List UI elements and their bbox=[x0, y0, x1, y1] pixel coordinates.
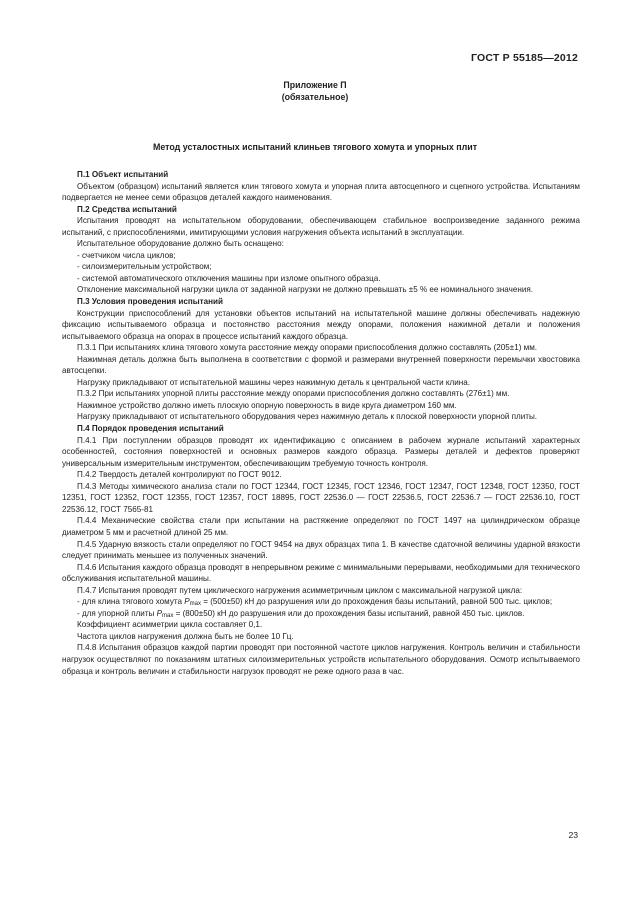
list-item: - счетчиком числа циклов; bbox=[77, 250, 176, 260]
load-symbol: P bbox=[184, 597, 190, 607]
load-symbol: P bbox=[156, 608, 163, 618]
load-subscript: max bbox=[189, 601, 201, 608]
page-number: 23 bbox=[568, 830, 578, 840]
body-paragraph: П.4.2 Твердость деталей контролируют по ГОСТ 9012. bbox=[77, 470, 282, 480]
section-heading: П.2 Средства испытаний bbox=[77, 204, 177, 214]
document-body bbox=[62, 169, 580, 677]
body-paragraph: Частота циклов нагружения должна быть не более 10 Гц. bbox=[77, 631, 294, 641]
body-paragraph: Нажимное устройство должно иметь плоскую опорную поверхность в виде круга диаметром 160 мм. bbox=[77, 400, 457, 410]
section-heading: П.3 Условия проведения испытаний bbox=[77, 297, 223, 307]
annex-title: Приложение П bbox=[283, 80, 347, 90]
list-item: - системой автоматического отключения машины при изломе опытного образца. bbox=[77, 273, 381, 283]
formula-text-after: = (500±50) кН до разрушения или до прохождения базы испытаний, равной 500 тыс. циклов; bbox=[201, 597, 553, 607]
body-paragraph: П.4.8 Испытания образцов каждой партии проводят при постоянной частоте циклов нагружения. Контроль величин и стабильности нагрузок осуществляют по показаниям штатных силоизмерительных устройств испытательного оборудования. Осмотр испытываемого образца и контроль величин и стабильности нагрузок проводят не реже одного раза в час. bbox=[62, 643, 580, 676]
document-title: Метод усталостных испытаний клиньев тягового хомута и упорных плит bbox=[152, 142, 478, 152]
formula-text-after: = (800±50) кН до разрушения или до прохождения базы испытаний, равной 450 тыс. циклов. bbox=[173, 608, 525, 618]
load-formula-paragraph bbox=[62, 596, 580, 608]
body-paragraph: Испытательное оборудование должно быть оснащено: bbox=[77, 239, 284, 249]
formula-text-before: - для клина тягового хомута bbox=[77, 597, 185, 607]
body-paragraph: Конструкции приспособлений для установки объектов испытаний на испытательной машине должны обеспечивать надежную фиксацию испытываемого образца и постоянство расстояния между опорами, положения нажимной детали и положения испытываемого образца на опорах в процессе испытаний каждого образца. bbox=[62, 308, 580, 341]
body-paragraph: Объектом (образцом) испытаний является клин тягового хомута и упорная плита автосцепного и сцепного устройства. Испытаниям подвергается не менее семи образцов деталей каждого наименования. bbox=[62, 181, 580, 203]
body-paragraph: П.4.6 Испытания каждого образца проводят в непрерывном режиме с минимальными перерывами, необходимыми для технического обслуживания испытательной машины. bbox=[62, 562, 580, 584]
body-paragraph: П.4.4 Механические свойства стали при испытании на растяжение определяют по ГОСТ 1497 на цилиндрическом образце диаметром 5 мм и расчетной длиной 25 мм. bbox=[62, 516, 580, 537]
body-paragraph: П.4.1 При поступлении образцов проводят их идентификацию с описанием в рабочем журнале испытаний характерных особенностей, состояния поверхностей и основных размеров каждого образца. Размеры деталей и дефектов проверяют универсальным измерительным инструментом, обеспечивающим требуемую точность контроля. bbox=[62, 435, 580, 468]
list-item: - силоизмерительным устройством; bbox=[77, 262, 212, 272]
standard-header: ГОСТ Р 55185—2012 bbox=[470, 52, 578, 64]
body-paragraph: Отклонение максимальной нагрузки цикла от заданной нагрузки не должно превышать ±5 % ее номинального значения. bbox=[77, 285, 533, 295]
body-paragraph: П.3.1 При испытаниях клина тягового хомута расстояние между опорами приспособления должно составлять (205±1) мм. bbox=[77, 343, 538, 353]
load-formula-paragraph bbox=[62, 608, 580, 620]
formula-text-before: - для упорной плиты bbox=[77, 608, 157, 618]
body-paragraph: П.4.5 Ударную вязкость стали определяют по ГОСТ 9454 на двух образцах типа 1. В качестве сдаточной величины ударной вязкости следует принимать меньшее из полученных значений. bbox=[62, 539, 580, 561]
body-paragraph: Нажимная деталь должна быть выполнена в соответствии с формой и размерами внутренней поверхности перемычки хвостовика автосцепки. bbox=[62, 354, 580, 376]
body-paragraph: П.4.7 Испытания проводят путем циклического нагружения асимметричным циклом с максимальной нагрузкой цикла: bbox=[77, 585, 523, 595]
body-paragraph: Нагрузку прикладывают от испытательного оборудования через нажимную деталь к плоской поверхности упорной плиты. bbox=[77, 412, 538, 422]
load-subscript: max bbox=[162, 612, 174, 619]
annex-status: (обязательное) bbox=[281, 91, 349, 102]
body-paragraph: П.4.3 Методы химического анализа стали по ГОСТ 12344, ГОСТ 12345, ГОСТ 12346, ГОСТ 12347, ГОСТ 12348, ГОСТ 12350, ГОСТ 12351, ГОСТ 12352, ГОСТ 12355, ГОСТ 12357, ГОСТ 18895, ГОСТ 22536.0 — ГОСТ 22536.5, ГОСТ 22536.7 — ГОСТ 22536.10, ГОСТ 22536.12, ГОСТ 7565-81 bbox=[62, 481, 580, 514]
body-paragraph: Испытания проводят на испытательном оборудовании, обеспечивающем стабильное воспроизведение заданного режима испытаний, с приспособлениями, имитирующими условия нагружения объекта испытаний в эксплуатации. bbox=[62, 216, 580, 237]
section-heading: П.1 Объект испытаний bbox=[77, 170, 169, 179]
body-paragraph: Нагрузку прикладывают от испытательной машины через нажимную деталь к центральной части клина. bbox=[77, 377, 470, 387]
section-heading: П.4 Порядок проведения испытаний bbox=[77, 424, 224, 434]
body-paragraph: П.3.2 При испытаниях упорной плиты расстояние между опорами приспособления должно составлять (276±1) мм. bbox=[77, 389, 510, 399]
body-paragraph: Коэффициент асимметрии цикла составляет 0,1. bbox=[77, 620, 263, 630]
annex-heading bbox=[0, 80, 630, 103]
